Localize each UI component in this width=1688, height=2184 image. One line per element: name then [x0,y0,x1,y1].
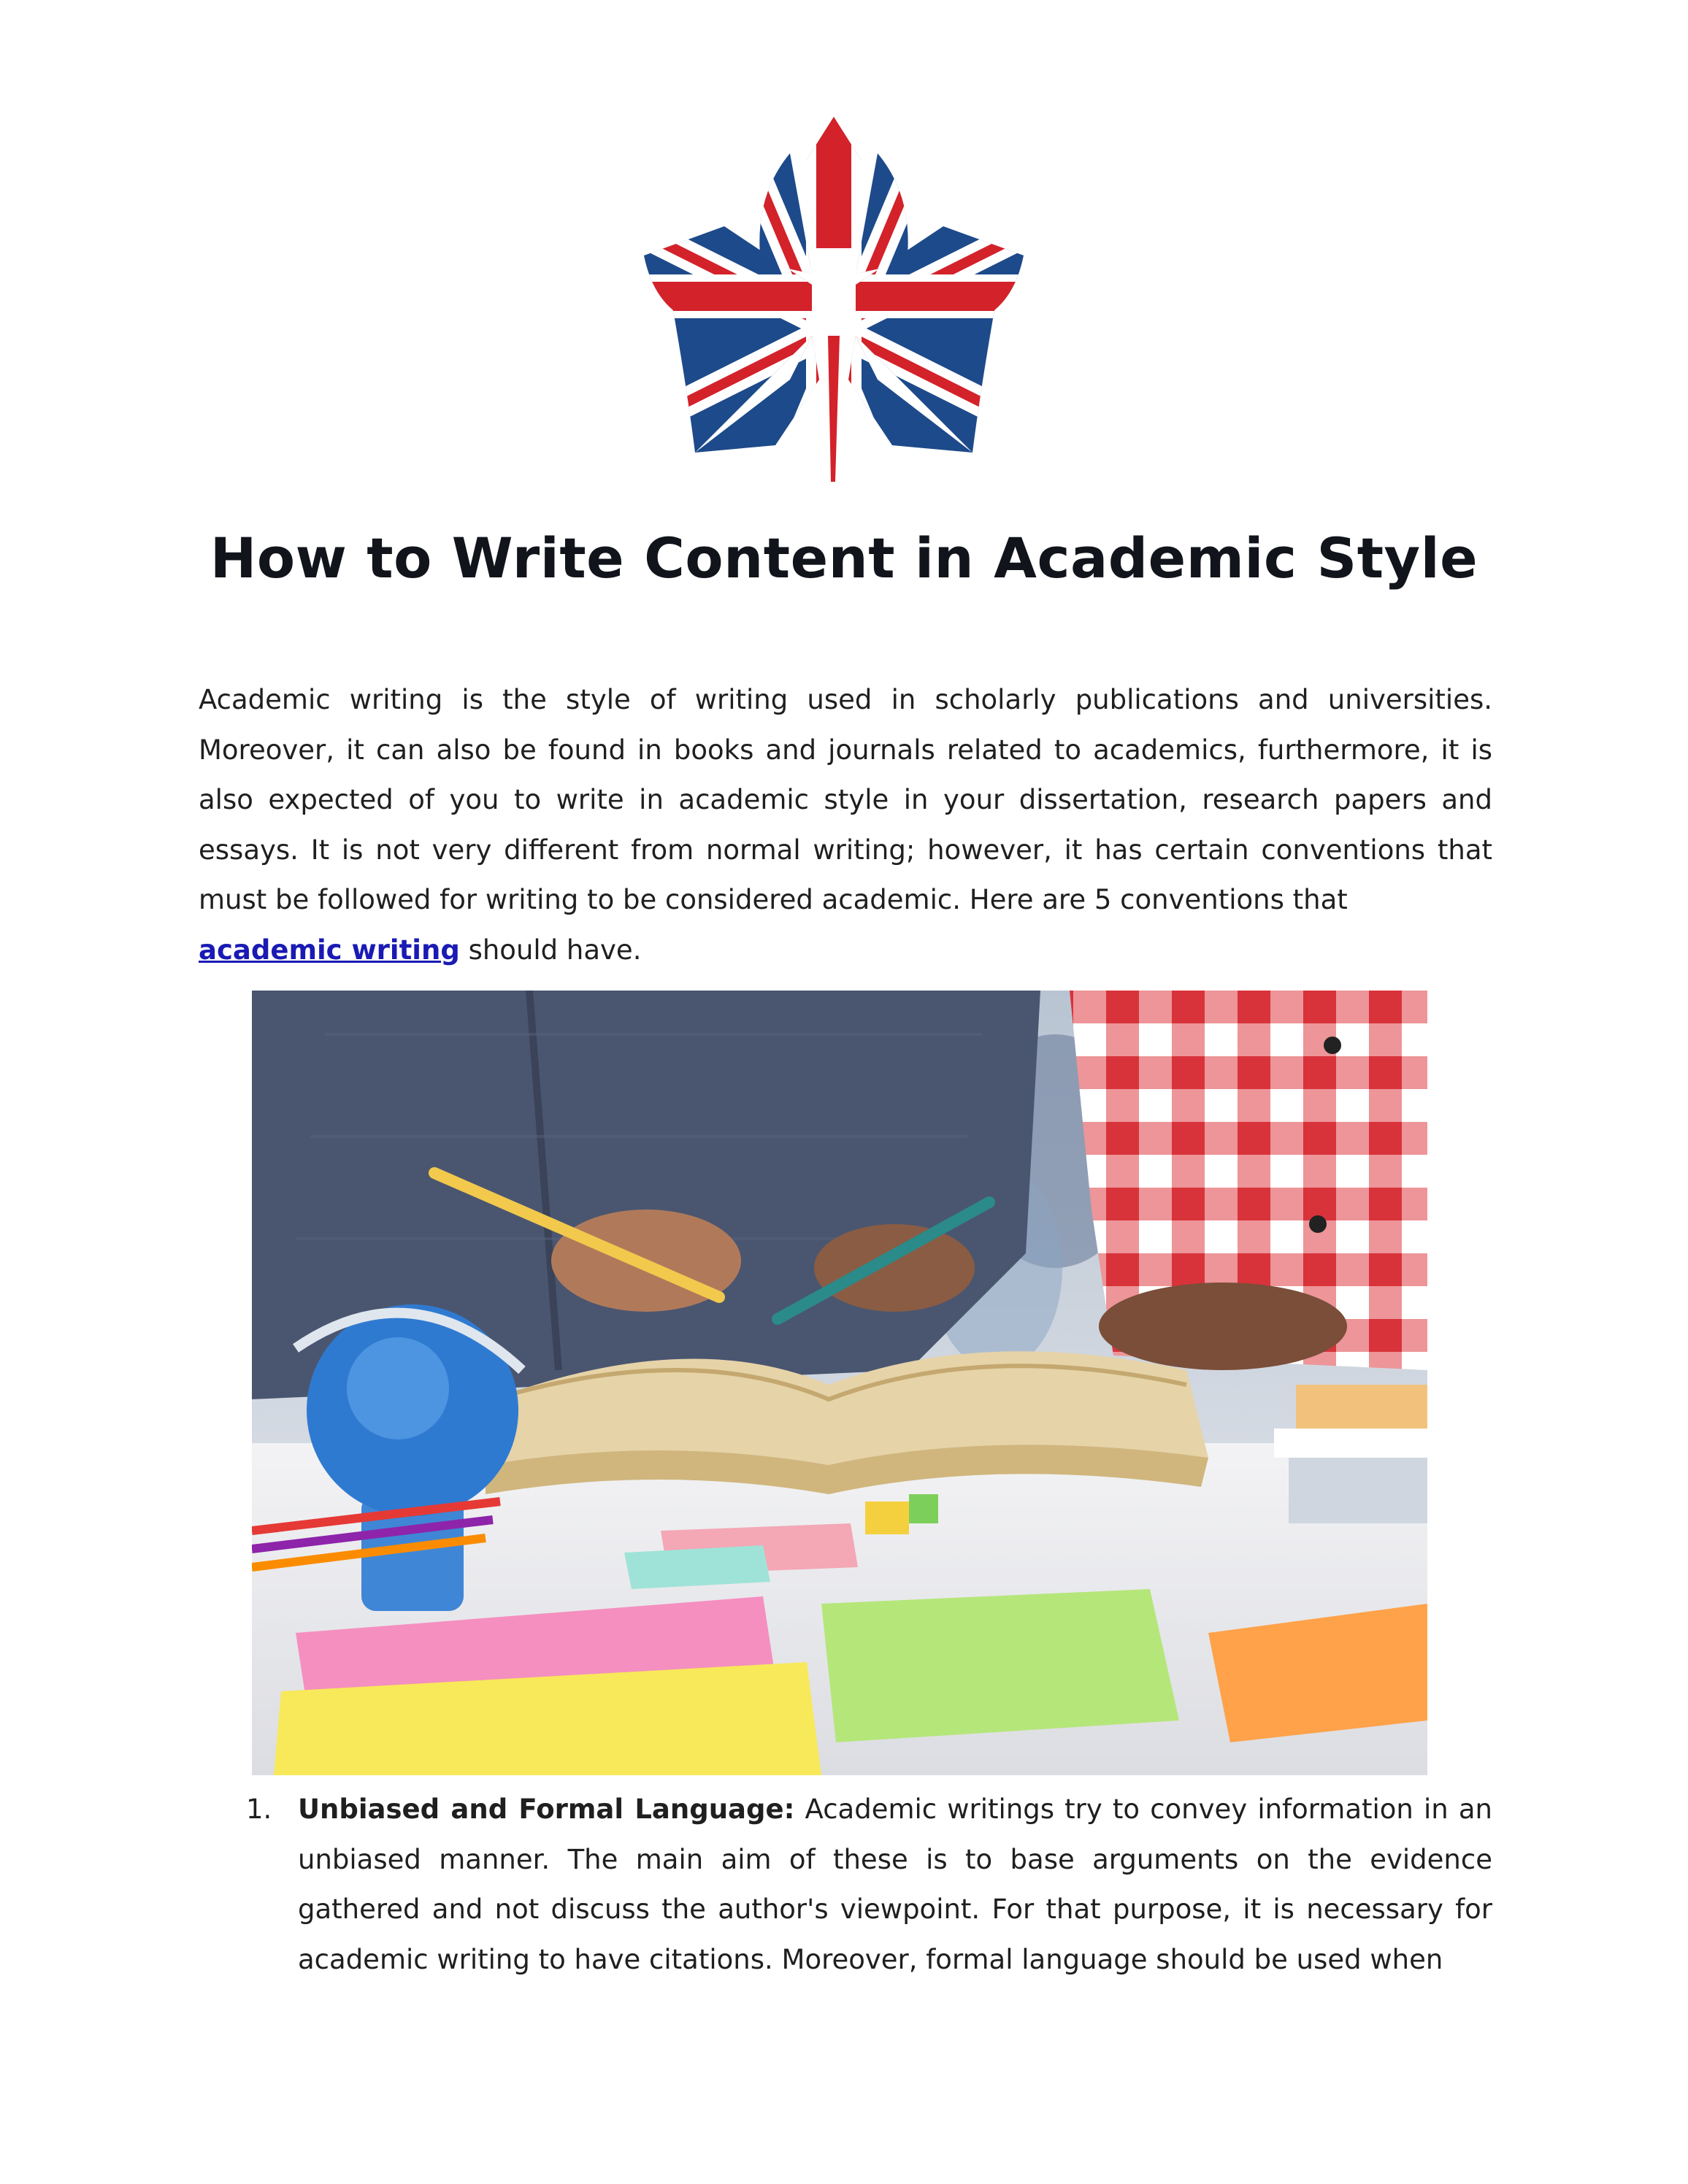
intro-paragraph [199,675,1492,975]
list-number: 1. [246,1793,272,1825]
list-item-heading: Unbiased and Formal Language: [298,1793,795,1825]
intro-after-link: should have. [459,934,642,966]
list-item [199,1785,1492,1985]
students-studying-photo [252,991,1427,1775]
union-jack-leaf-logo [644,117,1024,482]
list-item-text: Academic writings try to convey information in an unbiased manner. The main aim of these is to base arguments on the evidence gathered and not discuss the author's viewpoint. For that purpose, it is necessary for academic writing to have citations. Moreover, formal language should be used when [298,1793,1492,1975]
page-title: How to Write Content in Academic Style [210,526,1478,591]
academic-writing-link[interactable]: academic writing [199,934,460,966]
conventions-list [199,1785,1492,1985]
intro-text: Academic writing is the style of writing used in scholarly publications and universities. Moreover, it can also be found in books and journals related to academics, furthermore, it is also expected of you to write in academic style in your dissertation, research papers and essays. It is not very different from normal writing; however, it has certain conventions that must be followed for writing to be considered academic. Here are 5 conventions that [199,684,1492,915]
